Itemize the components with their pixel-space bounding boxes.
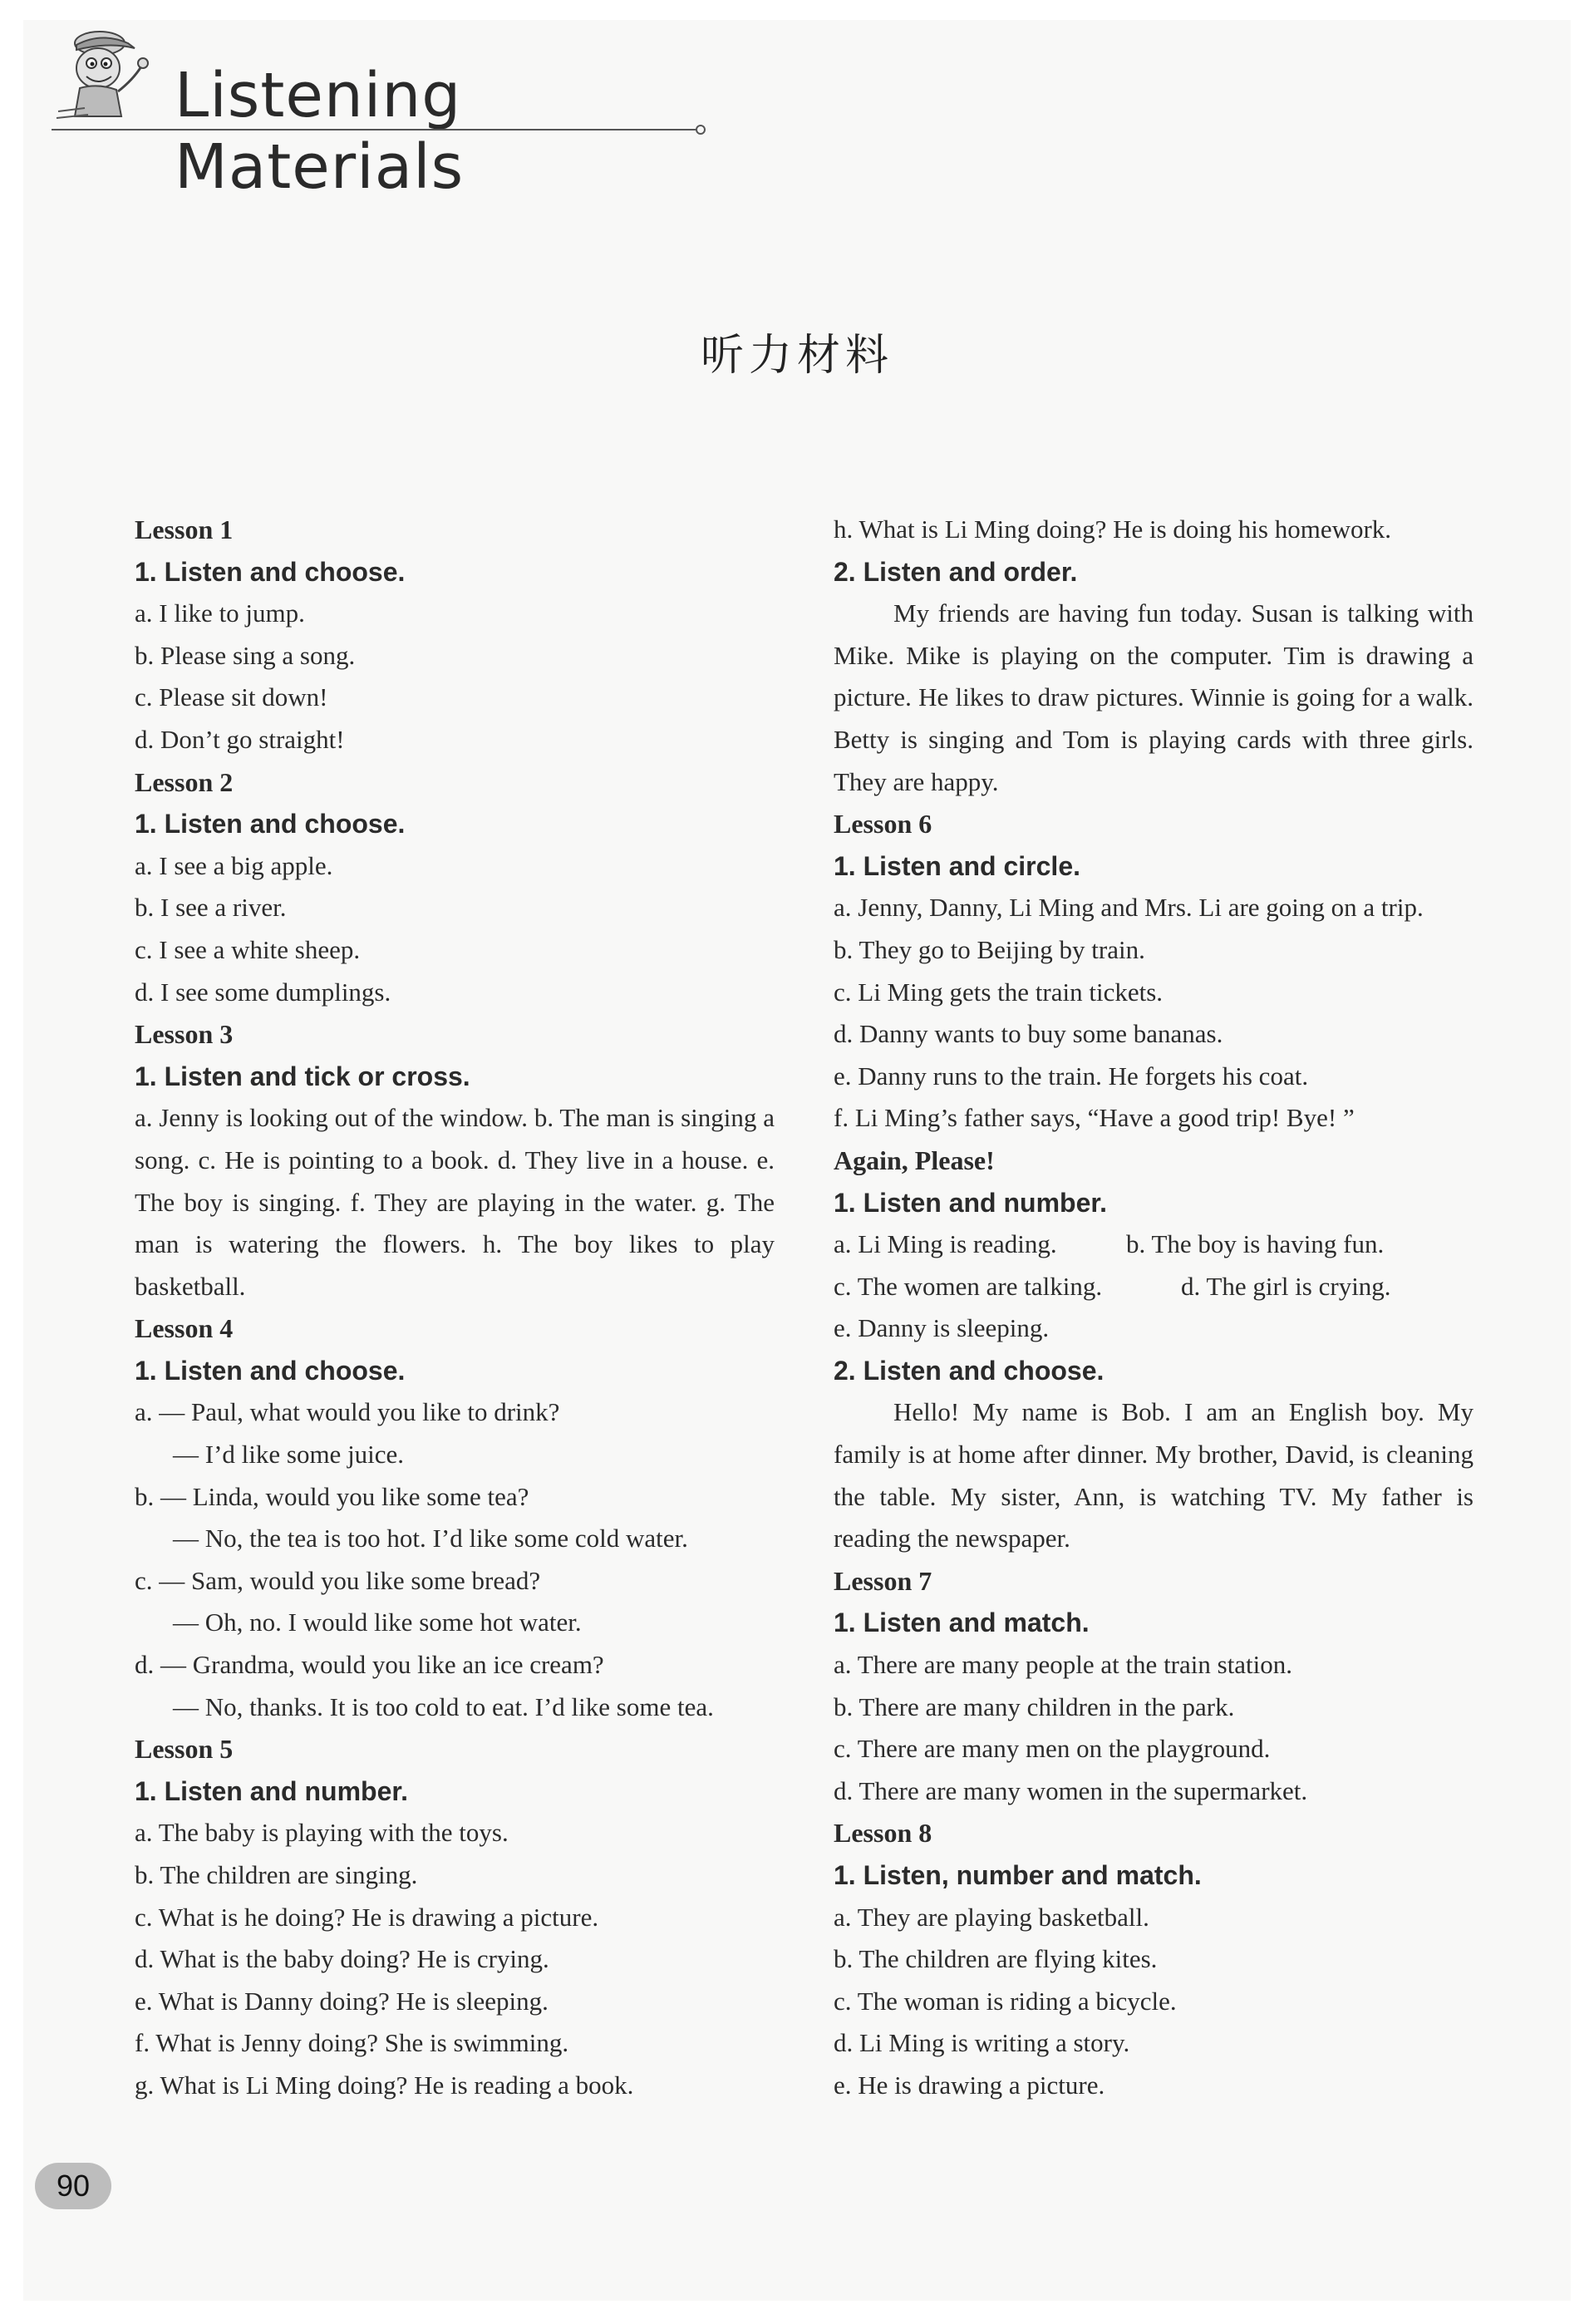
list-item: a. The baby is playing with the toys.	[135, 1818, 509, 1848]
list-item: b. The children are singing.	[135, 1860, 418, 1889]
section-heading-again: Again, Please!	[834, 1145, 995, 1175]
task-heading: 1. Listen and number.	[135, 1775, 408, 1806]
list-item: d. There are many women in the supermarket.	[834, 1775, 1308, 1805]
task-heading: 1. Listen and choose.	[135, 809, 406, 839]
list-item: c. What is he doing? He is drawing a picture.	[135, 1902, 599, 1932]
list-item: d. Danny wants to buy some bananas.	[834, 1019, 1223, 1049]
list-item: h. What is Li Ming doing? He is doing his homework.	[834, 515, 1392, 544]
dialogue-line: — Oh, no. I would like some hot water.	[173, 1608, 582, 1637]
task-heading: 2. Listen and choose.	[834, 1355, 1104, 1386]
list-item: c. There are many men on the playground.	[834, 1734, 1271, 1764]
list-item: e. He is drawing a picture.	[834, 2070, 1105, 2100]
list-item: b. There are many children in the park.	[834, 1691, 1235, 1721]
right-column	[834, 509, 1473, 2107]
dialogue-line: c. — Sam, would you like some bread?	[135, 1565, 541, 1595]
list-item: a. Li Ming is reading.	[834, 1229, 1057, 1259]
list-item: b. I see a river.	[135, 893, 287, 923]
list-item: c. I see a white sheep.	[135, 934, 361, 964]
task-heading: 1. Listen and choose.	[135, 556, 406, 587]
list-item: c. Li Ming gets the train tickets.	[834, 977, 1164, 1007]
lesson-heading: Lesson 6	[834, 809, 932, 839]
list-item: a. I like to jump.	[135, 598, 305, 628]
dialogue-line: — I’d like some juice.	[173, 1440, 405, 1470]
lesson-heading: Lesson 3	[135, 1019, 234, 1050]
lesson-heading: Lesson 8	[834, 1818, 932, 1849]
chinese-title: 听力材料	[700, 331, 893, 381]
lesson-heading: Lesson 7	[834, 1565, 932, 1596]
task-heading: 1. Listen and number.	[834, 1187, 1107, 1218]
paragraph: My friends are having fun today. Susan is talking with Mike. Mike is playing on the computer. Tim is drawing a picture. He likes to draw pictures. Winnie is going for a walk. Betty is singing and Tom is playing cards with three girls. They are happy.	[834, 598, 1473, 796]
list-item: a. There are many people at the train station.	[834, 1650, 1293, 1680]
dialogue-line: d. — Grandma, would you like an ice cream?	[135, 1650, 604, 1680]
list-item: b. The boy is having fun.	[1126, 1229, 1385, 1259]
paragraph: Hello! My name is Bob. I am an English boy. My family is at home after dinner. My brother, David, is cleaning the table. My sister, Ann, is watching TV. My father is reading the newspaper.	[834, 1397, 1473, 1553]
lesson-heading: Lesson 5	[135, 1734, 234, 1765]
header-title: Listening Materials	[175, 60, 465, 203]
dialogue-line: — No, the tea is too hot. I’d like some cold water.	[173, 1524, 688, 1553]
dialogue-line: a. — Paul, what would you like to drink?	[135, 1397, 560, 1427]
cartoon-mascot-icon	[52, 25, 155, 125]
task-heading: 1. Listen and match.	[834, 1608, 1090, 1638]
list-item: d. Don’t go straight!	[135, 724, 345, 754]
dialogue-line: b. — Linda, would you like some tea?	[135, 1481, 529, 1511]
list-item: f. What is Jenny doing? She is swimming.	[135, 2028, 569, 2058]
list-item: c. The women are talking.	[834, 1271, 1103, 1301]
task-heading: 1. Listen and tick or cross.	[135, 1061, 470, 1091]
left-column	[135, 509, 775, 2107]
dialogue-line: — No, thanks. It is too cold to eat. I’d like some tea.	[173, 1691, 714, 1721]
lesson-heading: Lesson 1	[135, 515, 234, 544]
page-number-badge: 90	[35, 2163, 111, 2209]
lesson-heading: Lesson 2	[135, 766, 234, 797]
list-item: d. I see some dumplings.	[135, 977, 391, 1007]
list-item: e. What is Danny doing? He is sleeping.	[135, 1986, 549, 2016]
list-item-pair	[834, 1224, 1473, 1266]
list-item: a. Jenny, Danny, Li Ming and Mrs. Li are going on a trip.	[834, 893, 1424, 923]
list-item: c. Please sit down!	[135, 682, 328, 712]
list-item: g. What is Li Ming doing? He is reading a book.	[135, 2070, 634, 2100]
lesson-heading: Lesson 4	[135, 1313, 234, 1344]
task-heading: 1. Listen and choose.	[135, 1355, 406, 1386]
list-item: d. The girl is crying.	[1181, 1271, 1391, 1301]
list-item: d. Li Ming is writing a story.	[834, 2028, 1130, 2058]
list-item: c. The woman is riding a bicycle.	[834, 1986, 1177, 2016]
list-item: d. What is the baby doing? He is crying.	[135, 1944, 549, 1974]
paragraph: a. Jenny is looking out of the window. b. The man is singing a song. c. He is pointing to a book. d. They live in a house. e. The boy is singing. f. They are playing in the water. g. The man is watering the flowers. h. The boy likes to play basketball.	[135, 1103, 775, 1301]
page-header	[52, 25, 708, 203]
list-item: b. They go to Beijing by train.	[834, 934, 1145, 964]
list-item: a. I see a big apple.	[135, 850, 333, 880]
header-underline	[52, 123, 708, 140]
list-item: a. They are playing basketball.	[834, 1902, 1149, 1932]
list-item: e. Danny runs to the train. He forgets his coat.	[834, 1061, 1309, 1091]
list-item: e. Danny is sleeping.	[834, 1313, 1050, 1343]
task-heading: 2. Listen and order.	[834, 556, 1078, 587]
task-heading: 1. Listen and circle.	[834, 850, 1080, 881]
list-item-pair	[834, 1266, 1473, 1308]
list-item: b. The children are flying kites.	[834, 1944, 1158, 1974]
list-item: f. Li Ming’s father says, “Have a good trip! Bye! ”	[834, 1103, 1355, 1133]
list-item: b. Please sing a song.	[135, 640, 356, 670]
task-heading: 1. Listen, number and match.	[834, 1860, 1202, 1890]
